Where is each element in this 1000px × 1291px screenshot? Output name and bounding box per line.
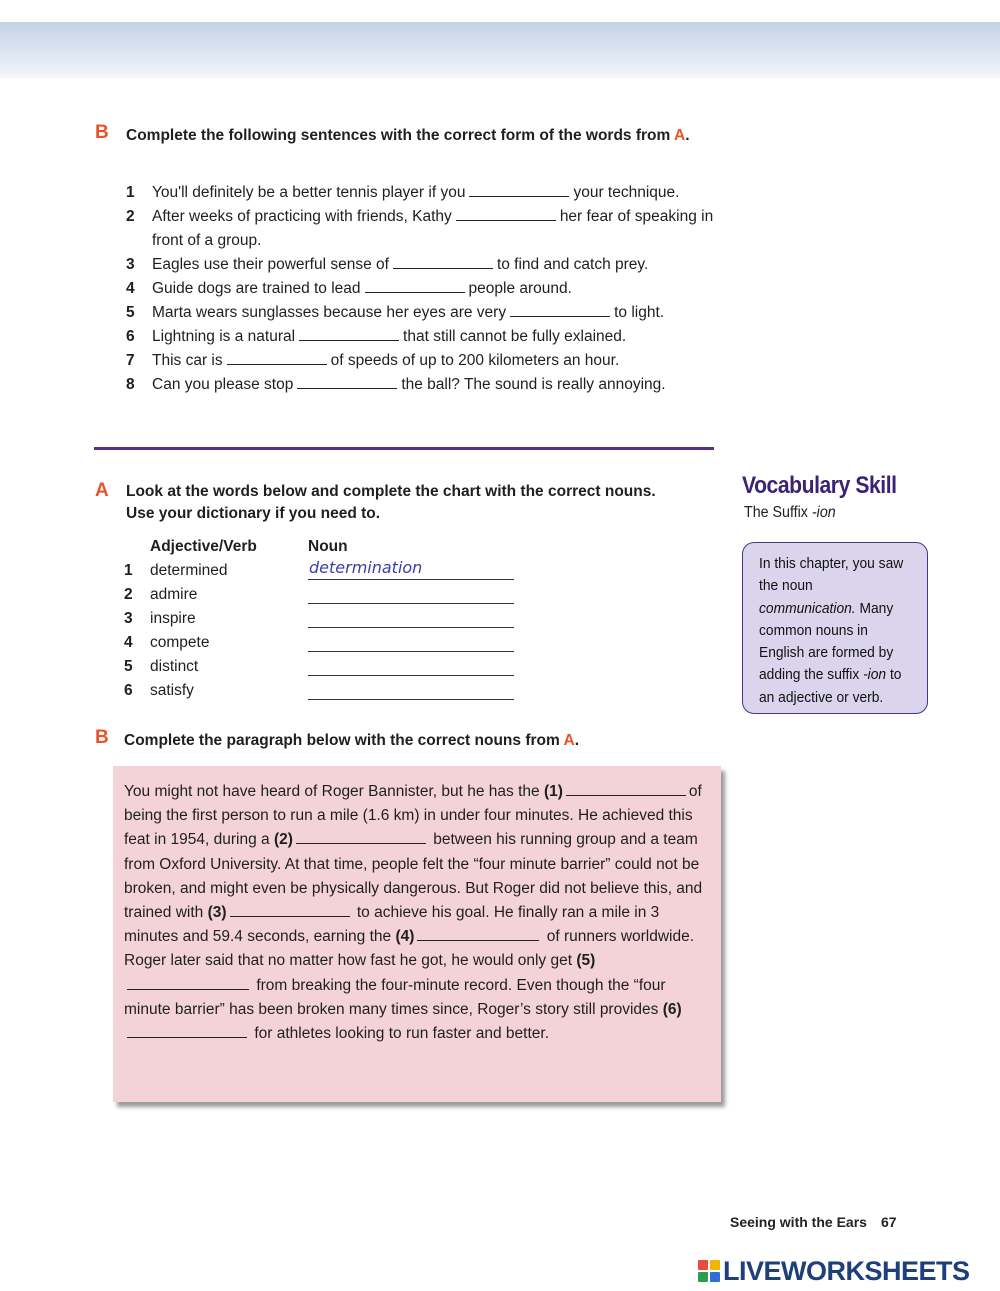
- paragraph-blank-1[interactable]: [566, 781, 686, 796]
- paragraph-blank-5[interactable]: [127, 975, 249, 990]
- list-item: 6 Lightning is a natural that still cannot be fully exlained.: [126, 328, 627, 345]
- liveworksheets-logo[interactable]: [698, 1256, 970, 1286]
- answer-blank[interactable]: [299, 326, 399, 341]
- column-header-adjective: Adjective/Verb: [150, 538, 257, 555]
- chapter-title: Seeing with the Ears: [730, 1214, 867, 1230]
- paragraph-blank-2[interactable]: [296, 829, 426, 844]
- noun-answer-line[interactable]: [308, 579, 514, 580]
- sentence-list: [126, 181, 726, 397]
- exercise-letter-b-top: B: [95, 122, 109, 143]
- answer-blank[interactable]: [456, 206, 556, 221]
- noun-answer-line[interactable]: [308, 675, 514, 676]
- paragraph-blank-4[interactable]: [417, 926, 539, 941]
- noun-answer-line[interactable]: [308, 603, 514, 604]
- instruction-b-top: Complete the following sentences with the correct form of the words from A.: [126, 127, 690, 144]
- logo-tile: [710, 1272, 720, 1282]
- chart-row: 3 inspire: [124, 610, 524, 634]
- chart-row: 5 distinct: [124, 658, 524, 682]
- logo-tile: [698, 1260, 708, 1270]
- chart-row: 2 admire: [124, 586, 524, 610]
- brand-name: LIVEWORKSHEETS: [723, 1255, 970, 1286]
- noun-answer-line[interactable]: [308, 651, 514, 652]
- chart-row: 6 satisfy: [124, 682, 524, 706]
- section-divider: [94, 447, 714, 450]
- exercise-letter-a: A: [95, 480, 109, 501]
- list-item: 5 Marta wears sunglasses because her eyes are very to light.: [126, 304, 665, 321]
- paragraph-blank-6[interactable]: [127, 1023, 247, 1038]
- noun-answer-text[interactable]: determination: [309, 558, 423, 577]
- logo-tile: [698, 1272, 708, 1282]
- logo-tile: [710, 1260, 720, 1270]
- list-item: 7 This car is of speeds of up to 200 kilometers an hour.: [126, 352, 620, 369]
- noun-answer-line[interactable]: [308, 627, 514, 628]
- vocabulary-skill-text: In this chapter, you saw the noun communication. Many common nouns in English are formed by adding the suffix -ion to an adjective or verb.: [759, 555, 904, 706]
- paragraph-blank-3[interactable]: [230, 902, 350, 917]
- list-item: 8 Can you please stop the ball? The sound is really annoying.: [126, 376, 666, 393]
- list-item: 2 After weeks of practicing with friends, Kathy her fear of speaking in front of a group.: [126, 208, 714, 249]
- column-header-noun: Noun: [308, 538, 348, 555]
- chart-row: 1 determined determination: [124, 562, 524, 586]
- logo-grid-icon: [698, 1260, 720, 1282]
- answer-blank[interactable]: [297, 374, 397, 389]
- answer-blank[interactable]: [510, 302, 610, 317]
- instruction-b: Complete the paragraph below with the correct nouns from A.: [124, 732, 580, 749]
- top-banner: [0, 22, 1000, 78]
- paragraph-text: You might not have heard of Roger Bannister, but he has the (1) of being the first person to run a mile (1.6 km) in under four minutes. He achieved this feat in 1954, during a (2) between his running group and a team from Oxford University. At that time, people felt the “four minute barrier” could not be broken, and might even be physically dangerous. But Roger did not believe this, and trained with (3) to achieve his goal. He finally ran a mile in 3 minutes and 59.4 seconds, earning the (4) of runners worldwide. Roger later said that no matter how fast he got, he would only get (5) from breaking the four-minute record. Even though the “four minute barrier” has been broken many times since, Roger’s story still provides (6) for athletes looking to run faster and better.: [124, 783, 703, 1043]
- answer-blank[interactable]: [227, 350, 327, 365]
- page-number: 67: [880, 1214, 897, 1230]
- chart-row: 4 compete: [124, 634, 524, 658]
- instruction-a: Look at the words below and complete the chart with the correct nouns. Use your dictionary if you need to.: [126, 483, 656, 522]
- answer-blank[interactable]: [469, 182, 569, 197]
- list-item: 1 You'll definitely be a better tennis player if you your technique.: [126, 184, 680, 201]
- list-item: 4 Guide dogs are trained to lead people around.: [126, 280, 572, 297]
- vocabulary-skill-title: Vocabulary Skill: [742, 472, 897, 499]
- answer-blank[interactable]: [365, 278, 465, 293]
- vocabulary-skill-subtitle: The Suffix -ion: [744, 504, 836, 521]
- list-item: 3 Eagles use their powerful sense of to find and catch prey.: [126, 256, 649, 273]
- noun-answer-line[interactable]: [308, 699, 514, 700]
- page-footer: [730, 1214, 897, 1230]
- exercise-letter-b: B: [95, 727, 109, 748]
- answer-blank[interactable]: [393, 254, 493, 269]
